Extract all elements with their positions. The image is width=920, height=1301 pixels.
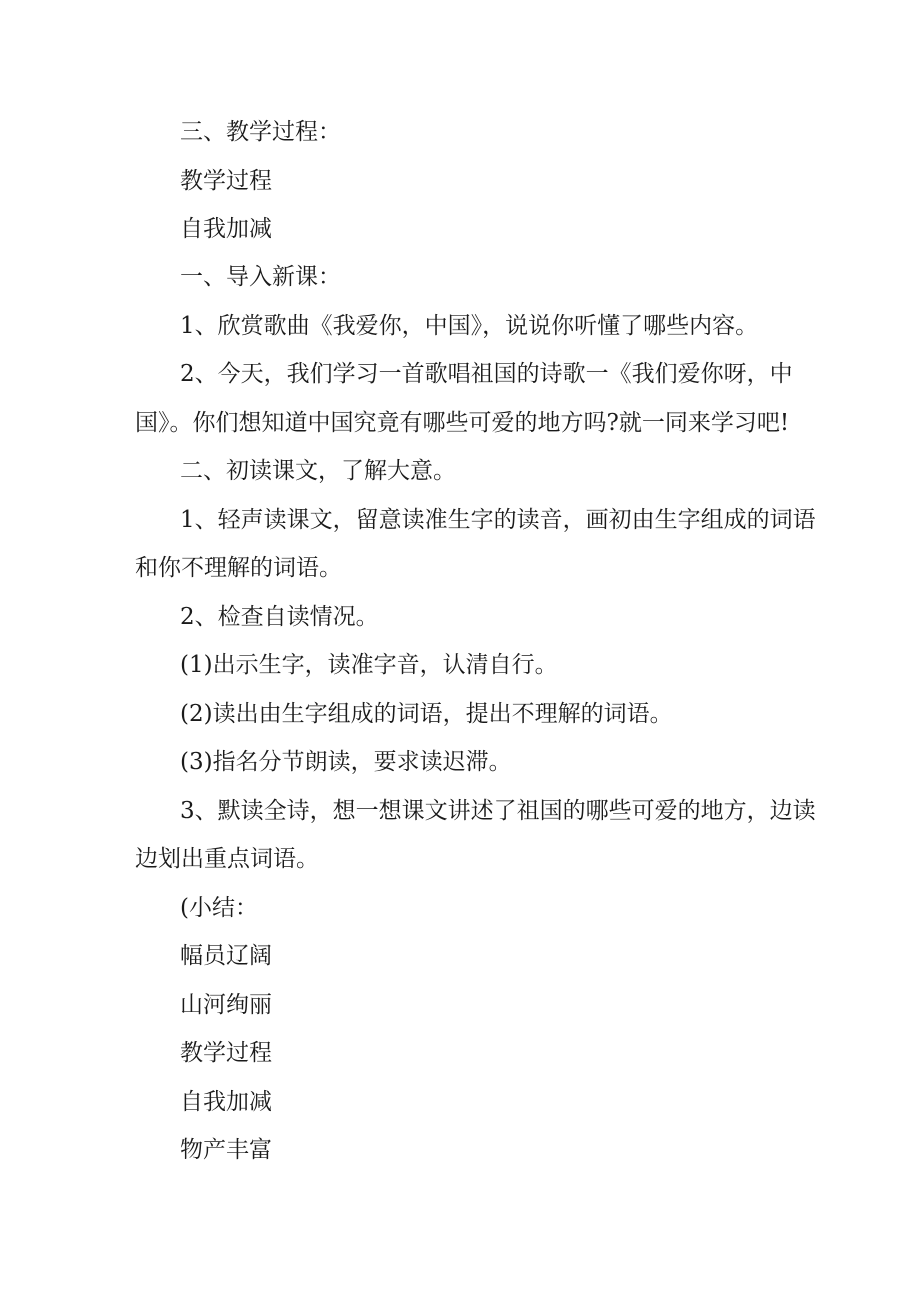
paragraph-intro-step-2: 2、今天，我们学习一首歌唱祖国的诗歌一《我们爱你呀，中 <box>180 361 793 387</box>
paragraph-reading-step-3-cont: 边划出重点词语。 <box>135 846 319 872</box>
summary-label: (小结： <box>180 895 258 921</box>
heading-first-reading: 二、初读课文，了解大意。 <box>180 458 456 484</box>
paragraph-reading-step-3: 3、默读全诗，想一想课文讲述了祖国的哪些可爱的地方，边读 <box>180 798 816 824</box>
heading-intro-lesson: 一、导入新课： <box>180 264 341 290</box>
sub-item-1: (1)出示生字，读准字音，认清自行。 <box>180 652 558 678</box>
paragraph-reading-step-1: 1、轻声读课文，留意读准生字的读音，画初由生字组成的词语 <box>180 507 816 533</box>
heading-teaching-process: 三、教学过程： <box>180 119 341 145</box>
summary-item-beautiful-landscape: 山河绚丽 <box>180 992 272 1018</box>
sub-item-3: (3)指名分节朗读，要求读迟滞。 <box>180 749 512 775</box>
summary-label-teaching-process: 教学过程 <box>180 1040 272 1066</box>
label-teaching-process: 教学过程 <box>180 168 272 194</box>
paragraph-intro-step-2-cont: 国》。你们想知道中国究竟有哪些可爱的地方吗?就一同来学习吧! <box>135 410 790 436</box>
paragraph-intro-step-1: 1、欣赏歌曲《我爱你，中国》，说说你听懂了哪些内容。 <box>180 313 759 339</box>
sub-item-2: (2)读出由生字组成的词语，提出不理解的词语。 <box>180 701 673 727</box>
paragraph-reading-step-1-cont: 和你不理解的词语。 <box>135 555 342 581</box>
summary-item-vast-territory: 幅员辽阔 <box>180 943 272 969</box>
label-self-adjust: 自我加减 <box>180 216 272 242</box>
summary-label-self-adjust: 自我加减 <box>180 1089 272 1115</box>
paragraph-reading-step-2: 2、检查自读情况。 <box>180 604 379 630</box>
summary-item-rich-resources: 物产丰富 <box>180 1137 272 1163</box>
